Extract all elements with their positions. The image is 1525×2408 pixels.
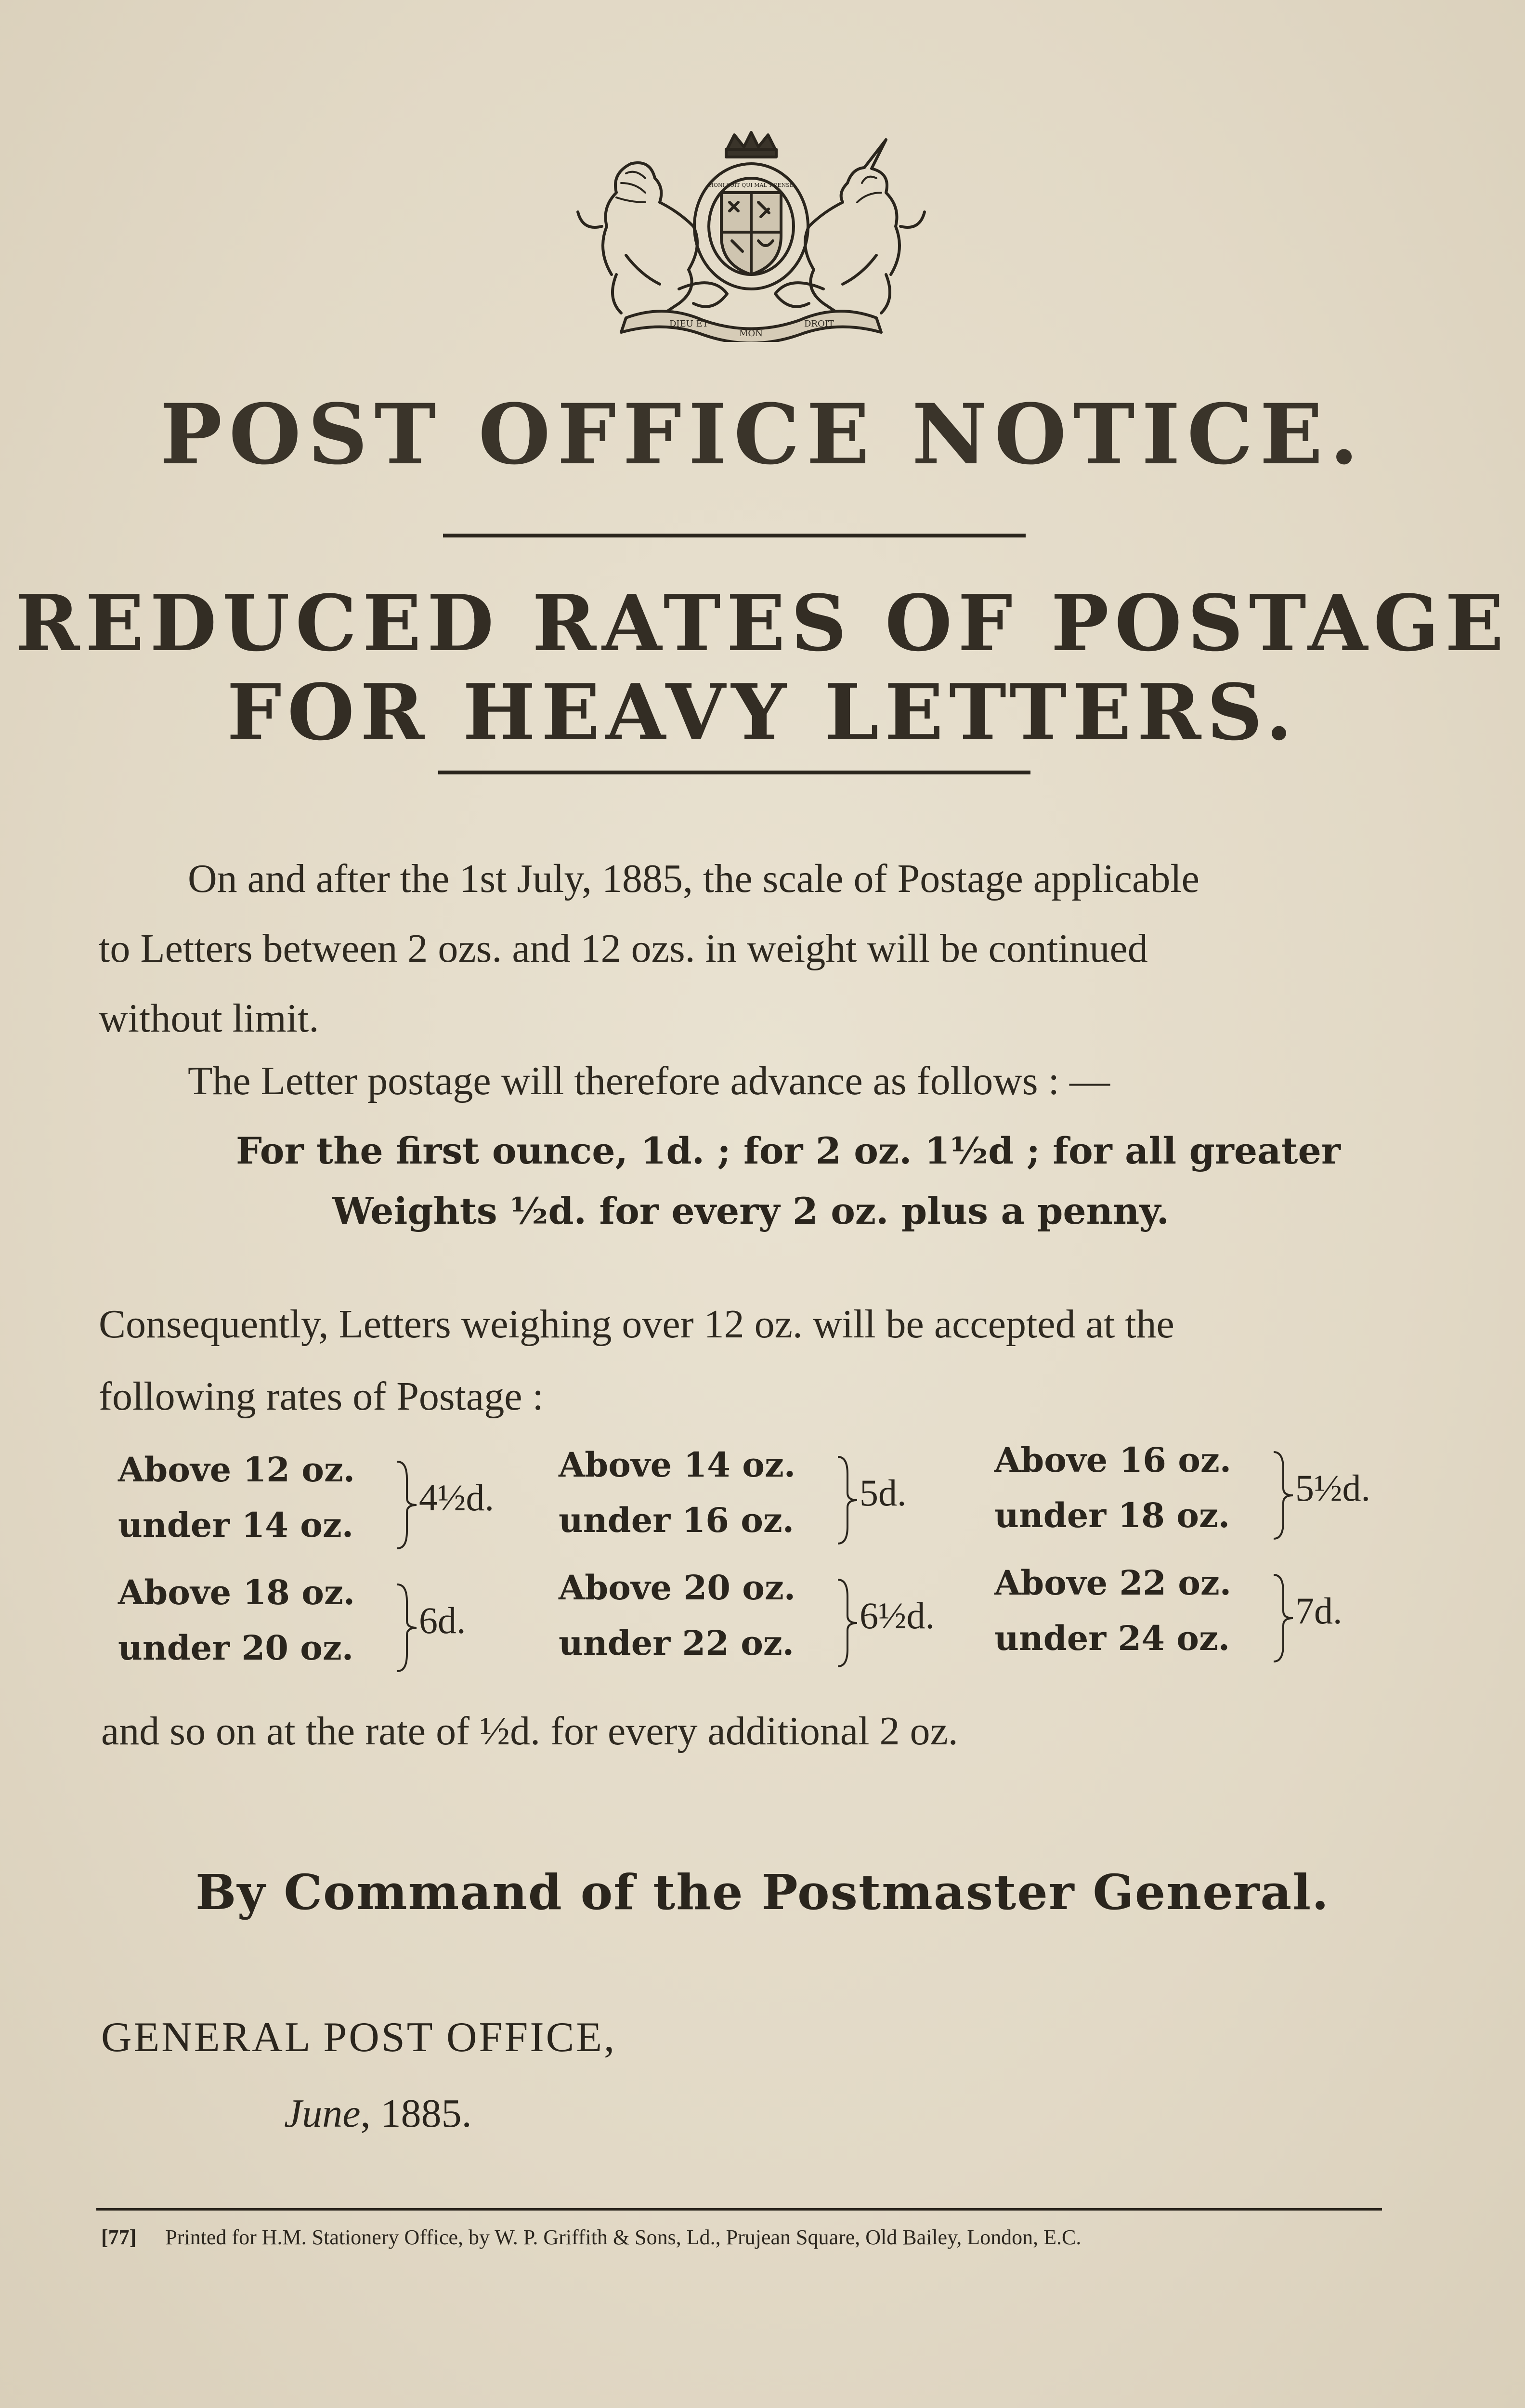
rate-under: under 20 oz. xyxy=(118,1628,354,1668)
issue-date xyxy=(284,2090,472,2137)
brace-icon xyxy=(395,1459,419,1551)
footer-rule xyxy=(96,2208,1382,2211)
brace-icon xyxy=(835,1577,860,1669)
rate-above: Above 14 oz. xyxy=(559,1445,796,1485)
closing-line: and so on at the rate of ½d. for every additional 2 oz. xyxy=(101,1709,958,1754)
issue-month: June xyxy=(284,2091,361,2136)
paragraph-3-line-2: following rates of Postage : xyxy=(99,1374,544,1419)
paragraph-1-line-2: to Letters between 2 ozs. and 12 ozs. in weight will be continued xyxy=(99,926,1148,971)
scale-line-1: For the first ounce, 1d. ; for 2 oz. 1½d ; for all greater xyxy=(236,1129,1341,1172)
office-name: GENERAL POST OFFICE, xyxy=(101,2014,617,2061)
brace-icon xyxy=(835,1454,860,1546)
rate-entry xyxy=(994,1440,1418,1565)
heading-line-1: REDUCED RATES OF POSTAGE xyxy=(15,578,1510,668)
paragraph-3-line-1: Consequently, Letters weighing over 12 oz. will be accepted at the xyxy=(99,1302,1174,1347)
rate-under: under 22 oz. xyxy=(559,1623,795,1663)
command-line: By Command of the Postmaster General. xyxy=(195,1864,1329,1921)
rate-above: Above 18 oz. xyxy=(118,1572,355,1612)
rate-price: 6d. xyxy=(419,1599,466,1641)
rate-price: 4½d. xyxy=(419,1477,494,1518)
heading-line-2: FOR HEAVY LETTERS. xyxy=(227,667,1298,758)
rate-entry xyxy=(559,1445,982,1570)
motto-left: DIEU ET xyxy=(669,319,708,329)
rate-entry xyxy=(118,1450,542,1575)
rate-price: 5d. xyxy=(860,1472,907,1514)
divider-bottom xyxy=(438,771,1030,774)
printer-imprint xyxy=(101,2225,1081,2250)
rate-under: under 18 oz. xyxy=(994,1495,1230,1535)
paragraph-2: The Letter postage will therefore advance as follows : — xyxy=(188,1059,1110,1103)
page-title: POST OFFICE NOTICE. xyxy=(159,385,1365,483)
rate-entry xyxy=(994,1563,1418,1688)
rate-under: under 14 oz. xyxy=(118,1505,354,1545)
rate-above: Above 12 oz. xyxy=(118,1450,355,1490)
rate-price: 6½d. xyxy=(860,1595,935,1636)
scale-line-2: Weights ½d. for every 2 oz. plus a penny. xyxy=(332,1190,1170,1232)
rate-price: 7d. xyxy=(1295,1590,1343,1632)
paragraph-1-line-3: without limit. xyxy=(99,996,319,1041)
brace-icon xyxy=(395,1582,419,1674)
rate-under: under 16 oz. xyxy=(559,1500,795,1540)
divider-top xyxy=(443,534,1026,537)
form-code: [77] xyxy=(101,2225,137,2249)
motto-right: DROIT xyxy=(804,319,834,329)
brace-icon xyxy=(1271,1450,1295,1541)
rate-entry xyxy=(559,1568,982,1693)
motto-center: MON xyxy=(739,328,763,339)
brace-icon xyxy=(1271,1572,1295,1664)
rate-price: 5½d. xyxy=(1295,1467,1370,1509)
rate-entry xyxy=(118,1572,542,1698)
rate-above: Above 20 oz. xyxy=(559,1568,796,1608)
rate-above: Above 22 oz. xyxy=(994,1563,1232,1603)
rate-under: under 24 oz. xyxy=(994,1618,1230,1658)
rate-above: Above 16 oz. xyxy=(994,1440,1232,1480)
garter-motto: HONI SOIT QUI MAL Y PENSE xyxy=(709,182,794,188)
royal-coat-of-arms-icon xyxy=(568,130,934,342)
issue-year: , 1885. xyxy=(360,2091,472,2136)
paragraph-1-line-1: On and after the 1st July, 1885, the scale of Postage applicable xyxy=(188,856,1199,901)
imprint-text: Printed for H.M. Stationery Office, by W. P. Griffith & Sons, Ld., Prujean Square, Old Bailey, London, E.C. xyxy=(165,2225,1082,2249)
